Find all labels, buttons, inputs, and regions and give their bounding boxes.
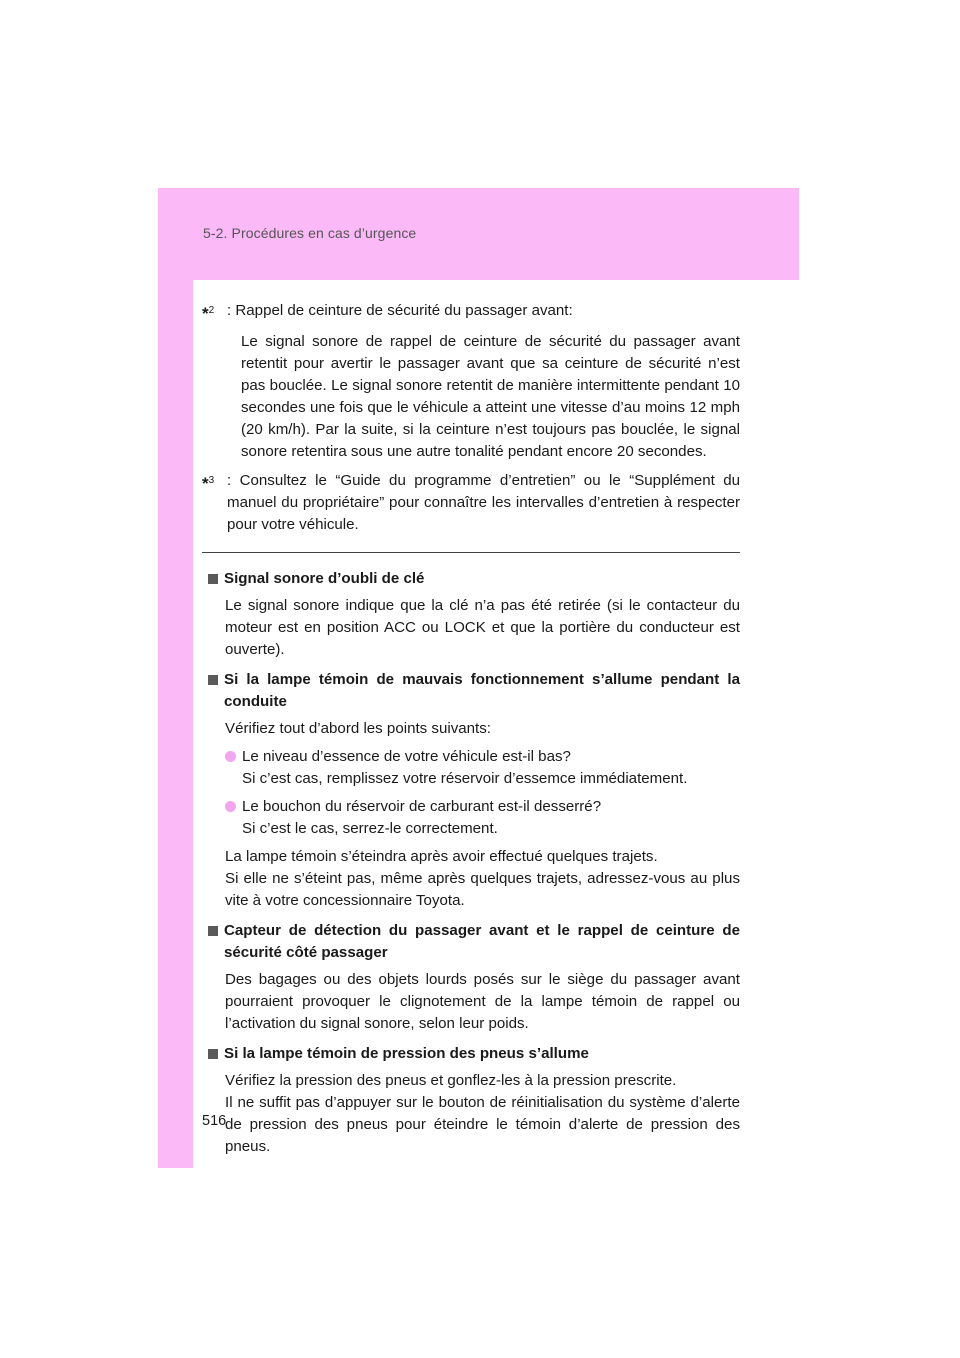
- list-item-question: Le niveau d’essence de votre véhicule est-il bas?: [242, 748, 571, 765]
- page-content: [202, 300, 740, 1158]
- footnote-text: Le signal sonore de rappel de ceinture de sécurité du passager avant retentit pour avertir le passager avant que sa ceinture de sécurité n’est pas bouclée. Le signal sonore retentit de manière intermittente pendant 10 secondes une fois que le véhicule a atteint une vitesse d’au moins 12 mph (20 km/h). Par la suite, si la ceinture n’est toujours pas bouclée, le signal sonore retentira sous une autre tonalité pendant encore 20 secondes.: [241, 333, 740, 460]
- section-title: Capteur de détection du passager avant et le rappel de ceinture de sécurité côté passager: [224, 922, 740, 961]
- section-text: La lampe témoin s’éteindra après avoir effectué quelques trajets.: [225, 848, 658, 865]
- square-bullet-icon: [208, 926, 218, 936]
- list-item: [225, 746, 740, 790]
- square-bullet-icon: [208, 1049, 218, 1059]
- square-bullet-icon: [208, 675, 218, 685]
- section-key-reminder: [202, 568, 740, 661]
- footnote-2: [202, 300, 740, 463]
- circle-bullet-icon: [225, 801, 236, 812]
- list-item: [225, 796, 740, 840]
- footnote-3: [202, 470, 740, 536]
- square-bullet-icon: [208, 574, 218, 584]
- list-item-answer: Si c’est le cas, serrez-le correctement.: [242, 820, 498, 837]
- footnote-title: : Rappel de ceinture de sécurité du passager avant:: [227, 302, 573, 319]
- divider: [202, 552, 740, 553]
- section-passenger-sensor: [202, 920, 740, 1035]
- section-title: Si la lampe témoin de mauvais fonctionnement s’allume pendant la conduite: [224, 671, 740, 710]
- list-item-question: Le bouchon du réservoir de carburant est-il desserré?: [242, 798, 602, 815]
- side-color-band: [158, 188, 193, 1168]
- section-title: Si la lampe témoin de pression des pneus s’allume: [224, 1045, 589, 1062]
- section-text: Si elle ne s’éteint pas, même après quelques trajets, adressez-vous au plus vite à votre concessionnaire Toyota.: [225, 870, 740, 909]
- list-item-answer: Si c’est cas, remplissez votre réservoir d’essemce immédiatement.: [242, 770, 688, 787]
- section-header: 5-2. Procédures en cas d’urgence: [203, 225, 417, 241]
- section-text: Le signal sonore indique que la clé n’a pas été retirée (si le contacteur du moteur est en position ACC ou LOCK et que la portière du conducteur est ouverte).: [225, 597, 740, 658]
- footnote-text: : Consultez le “Guide du programme d’entretien” ou le “Supplément du manuel du propriétaire” pour connaître les intervalles d’entretien à respecter pour votre véhicule.: [227, 472, 740, 533]
- section-title: Signal sonore d’oubli de clé: [224, 570, 425, 587]
- section-text: Vérifiez la pression des pneus et gonflez-les à la pression prescrite.: [225, 1072, 677, 1089]
- section-malfunction-lamp: [202, 669, 740, 912]
- section-text: Il ne suffit pas d’appuyer sur le bouton de réinitialisation du système d’alerte de pression des pneus pour éteindre le témoin d’alerte de pression des pneus.: [225, 1094, 740, 1155]
- section-text: Des bagages ou des objets lourds posés sur le siège du passager avant pourraient provoquer le clignotement de la lampe témoin de rappel ou l’activation du signal sonore, selon leur poids.: [225, 971, 740, 1032]
- footnote-marker: *$^3$: [202, 474, 215, 493]
- section-tire-pressure: [202, 1043, 740, 1158]
- section-text: Vérifiez tout d’abord les points suivants:: [225, 720, 491, 737]
- page-number: 516: [202, 1113, 227, 1129]
- footnote-marker: *$^2$: [202, 304, 215, 323]
- circle-bullet-icon: [225, 751, 236, 762]
